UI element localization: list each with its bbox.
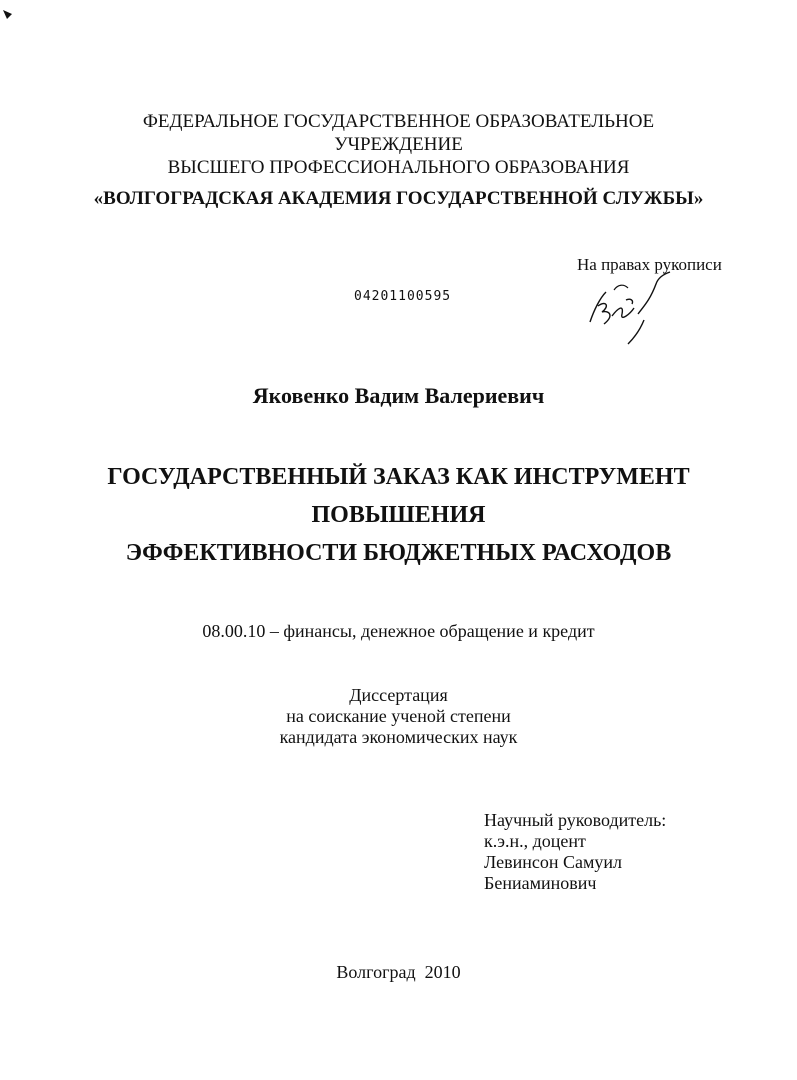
institution-line-3: ВЫСШЕГО ПРОФЕССИОНАЛЬНОГО ОБРАЗОВАНИЯ xyxy=(167,157,630,178)
title-line-2: ПОВЫШЕНИЯ xyxy=(311,502,486,528)
dissertation-line-1: Диссертация xyxy=(349,685,448,705)
specialty-code: 08.00.10 – финансы, денежное обращение и кредит xyxy=(202,621,595,641)
supervisor-line-4: Бениаминович xyxy=(484,873,597,893)
institution-line-2: УЧРЕЖДЕНИЕ xyxy=(334,134,463,155)
registration-number: 04201100595 xyxy=(354,289,452,304)
scan-corner-mark-icon xyxy=(3,10,12,19)
manuscript-note: На правах рукописи xyxy=(577,255,722,274)
title-line-1: ГОСУДАРСТВЕННЫЙ ЗАКАЗ КАК ИНСТРУМЕНТ xyxy=(107,464,690,490)
dissertation-line-2: на соискание ученой степени xyxy=(286,706,511,726)
dissertation-description xyxy=(0,685,797,748)
supervisor-line-1: Научный руководитель: xyxy=(484,810,667,830)
supervisor-line-3: Левинсон Самуил xyxy=(484,852,622,872)
institution-line-1: ФЕДЕРАЛЬНОЕ ГОСУДАРСТВЕННОЕ ОБРАЗОВАТЕЛЬНОЕ xyxy=(142,111,655,132)
academy-name: «ВОЛГОГРАДСКАЯ АКАДЕМИЯ ГОСУДАРСТВЕННОЙ СЛУЖБЫ» xyxy=(93,188,704,209)
dissertation-line-3: кандидата экономических наук xyxy=(279,727,518,747)
place-and-year: Волгоград 2010 xyxy=(336,962,461,982)
signature-icon xyxy=(584,270,674,345)
supervisor-line-2: к.э.н., доцент xyxy=(484,831,586,851)
author-name: Яковенко Вадим Валериевич xyxy=(252,383,545,408)
title-line-3: ЭФФЕКТИВНОСТИ БЮДЖЕТНЫХ РАСХОДОВ xyxy=(125,540,672,566)
dissertation-title xyxy=(0,458,797,572)
supervisor-block xyxy=(484,810,666,894)
institution-header xyxy=(0,110,797,179)
